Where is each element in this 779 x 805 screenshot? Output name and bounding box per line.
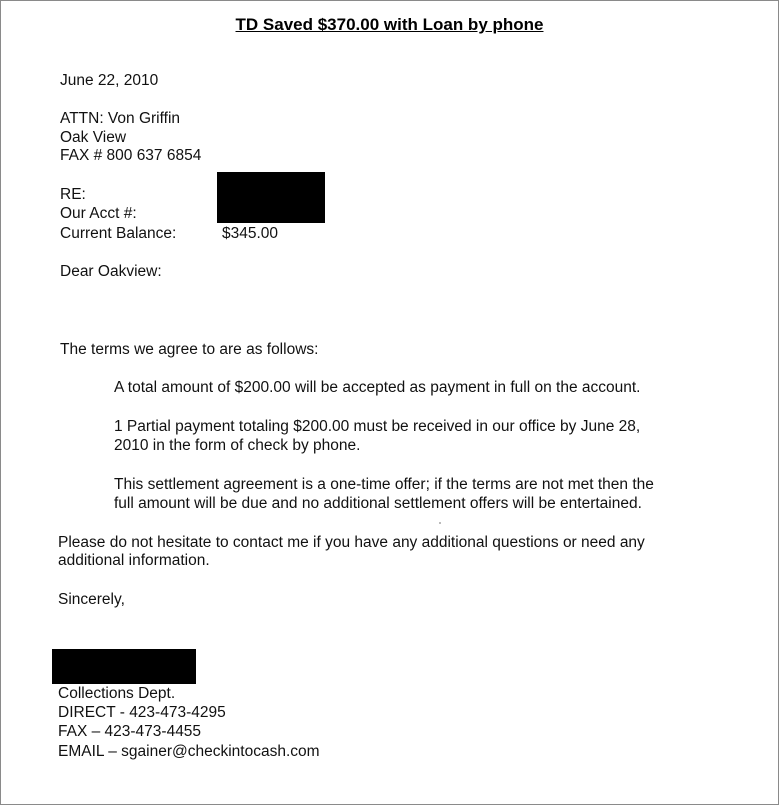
page-headline: TD Saved $370.00 with Loan by phone xyxy=(235,15,544,34)
email-address: EMAIL – sgainer@checkintocash.com xyxy=(58,743,320,760)
signoff: Sincerely, xyxy=(58,591,125,608)
recipient-fax-line: FAX # 800 637 6854 xyxy=(60,147,202,161)
account-label: Our Acct #: xyxy=(60,205,137,222)
term-1: A total amount of $200.00 will be accepted as payment in full on the account. xyxy=(114,379,641,396)
redaction-box-signature xyxy=(52,649,196,684)
greeting: Dear Oakview: xyxy=(60,263,162,280)
redaction-box-account xyxy=(217,172,325,223)
balance-value: $345.00 xyxy=(222,225,279,242)
closing-line-1: Please do not hesitate to contact me if you have any additional questions or need any xyxy=(58,534,645,551)
term-3-line-1: This settlement agreement is a one-time offer; if the terms are not met then the xyxy=(114,476,654,493)
closing-line-2: additional information. xyxy=(58,552,210,569)
direct-phone: DIRECT - 423-473-4295 xyxy=(58,704,226,721)
scan-speck xyxy=(439,522,441,524)
attn-line: ATTN: Von Griffin xyxy=(60,110,181,127)
term-2-line-1: 1 Partial payment totaling $200.00 must be received in our office by June 28, xyxy=(114,418,641,435)
fax-number: FAX – 423-473-4455 xyxy=(58,723,202,740)
re-label: RE: xyxy=(60,186,86,203)
letter-date: June 22, 2010 xyxy=(60,72,159,89)
balance-label: Current Balance: xyxy=(60,225,177,242)
company-name: Oak View xyxy=(60,129,127,146)
term-2-line-2: 2010 in the form of check by phone. xyxy=(114,437,361,454)
term-3-line-2: full amount will be due and no additional settlement offers will be entertained. xyxy=(114,495,642,512)
terms-intro: The terms we agree to are as follows: xyxy=(60,341,319,358)
department: Collections Dept. xyxy=(58,685,176,702)
